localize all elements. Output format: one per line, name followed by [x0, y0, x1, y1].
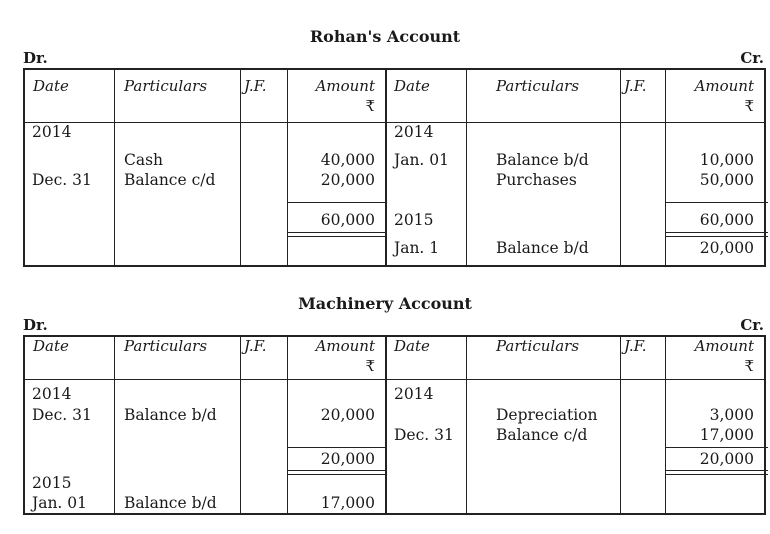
debit-amount: 40,000 — [320, 151, 375, 169]
credit-year: 2014 — [394, 385, 434, 403]
debit-next-year: 2015 — [32, 474, 72, 492]
header-jf: J.F. — [244, 77, 267, 95]
header-amount: Amount — [315, 77, 375, 95]
debit-particulars: Balance c/d — [124, 171, 216, 189]
credit-particulars: Purchases — [496, 171, 577, 189]
header-particulars: Particulars — [124, 337, 208, 355]
rupee-icon: ₹ — [365, 357, 375, 375]
credit-particulars: Balance b/d — [496, 151, 589, 169]
credit-year: 2014 — [394, 123, 434, 141]
debit-date: Jan. 01 — [32, 494, 88, 512]
debit-amount: 17,000 — [320, 494, 375, 512]
credit-amount: 10,000 — [699, 151, 754, 169]
header-date: Date — [394, 77, 430, 95]
debit-date: Dec. 31 — [32, 406, 92, 424]
credit-date: Jan. 1 — [394, 239, 440, 257]
credit-amount: 3,000 — [709, 406, 754, 424]
cr-label: Cr. — [740, 316, 764, 334]
header-date: Date — [33, 77, 69, 95]
rupee-icon: ₹ — [365, 97, 375, 115]
header-amount: Amount — [315, 337, 375, 355]
credit-amount: 50,000 — [699, 171, 754, 189]
credit-amount: 20,000 — [699, 239, 754, 257]
debit-particulars: Cash — [124, 151, 164, 169]
header-particulars: Particulars — [496, 77, 580, 95]
header-jf: J.F. — [624, 337, 647, 355]
credit-total: 20,000 — [699, 450, 754, 468]
debit-particulars: Balance b/d — [124, 494, 217, 512]
header-particulars: Particulars — [124, 77, 208, 95]
credit-particulars: Depreciation — [496, 406, 598, 424]
debit-amount: 20,000 — [320, 171, 375, 189]
debit-year: 2014 — [32, 385, 72, 403]
credit-particulars: Balance b/d — [496, 239, 589, 257]
rupee-icon: ₹ — [744, 357, 754, 375]
rohan-account-title: Rohan's Account — [309, 27, 461, 46]
rohan-ledger-table — [23, 68, 766, 267]
credit-amount: 17,000 — [699, 426, 754, 444]
debit-amount: 20,000 — [320, 406, 375, 424]
debit-particulars: Balance b/d — [124, 406, 217, 424]
credit-date: Dec. 31 — [394, 426, 454, 444]
credit-total: 60,000 — [699, 211, 754, 229]
header-particulars: Particulars — [496, 337, 580, 355]
header-amount: Amount — [694, 337, 754, 355]
debit-total: 20,000 — [320, 450, 375, 468]
cr-label: Cr. — [740, 49, 764, 67]
dr-label: Dr. — [23, 49, 48, 67]
rupee-icon: ₹ — [744, 97, 754, 115]
debit-year: 2014 — [32, 123, 72, 141]
header-date: Date — [33, 337, 69, 355]
credit-next-year: 2015 — [394, 211, 434, 229]
credit-particulars: Balance c/d — [496, 426, 588, 444]
machinery-ledger-table — [23, 335, 766, 515]
header-jf: J.F. — [624, 77, 647, 95]
header-amount: Amount — [694, 77, 754, 95]
debit-total: 60,000 — [320, 211, 375, 229]
machinery-account-title: Machinery Account — [298, 294, 472, 313]
debit-date: Dec. 31 — [32, 171, 92, 189]
dr-label: Dr. — [23, 316, 48, 334]
header-jf: J.F. — [244, 337, 267, 355]
header-date: Date — [394, 337, 430, 355]
credit-date: Jan. 01 — [394, 151, 450, 169]
